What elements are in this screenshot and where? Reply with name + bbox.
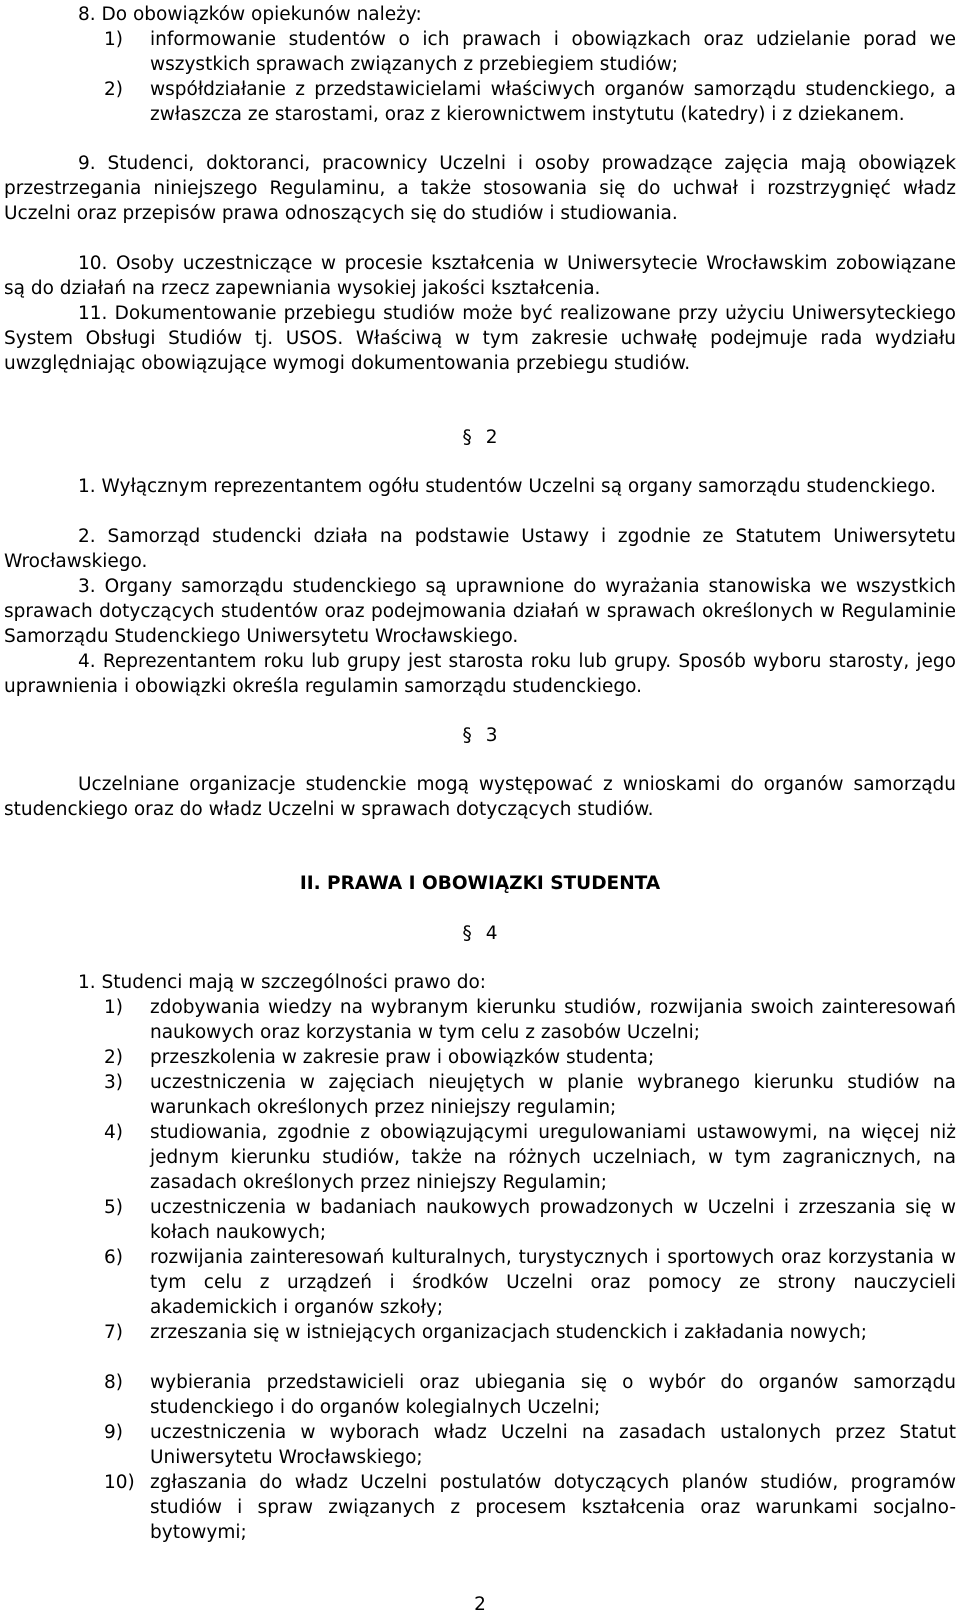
list-item-text: zrzeszania się w istniejących organizacjach studenckich i zakładania nowych; <box>150 1322 867 1343</box>
list-item <box>104 1470 956 1545</box>
item-8-heading: 8. Do obowiązków opiekunów należy: <box>78 4 422 25</box>
section-number: 2 <box>485 427 498 448</box>
list-item-number: 1) <box>104 997 123 1018</box>
section-2-point-4: 4. Reprezentantem roku lub grupy jest starosta roku lub grupy. Sposób wyboru starosty, jego uprawnienia i obowiązki określa regulamin samorządu studenckiego. <box>4 651 956 697</box>
list-item-number: 1) <box>104 29 123 50</box>
section-3-text: Uczelniane organizacje studenckie mogą występować z wnioskami do organów samorządu studenckiego oraz do władz Uczelni w sprawach dotyczących studiów. <box>4 774 956 820</box>
section-heading-2 <box>0 425 960 450</box>
list-item-text: zgłaszania do władz Uczelni postulatów dotyczących planów studiów, programów studiów i spraw związanych z procesem kształcenia oraz warunkami socjalno-bytowymi; <box>150 1472 956 1543</box>
list-item-text: przeszkolenia w zakresie praw i obowiązków studenta; <box>150 1047 655 1068</box>
list-item <box>104 1070 956 1120</box>
list-item-text: zdobywania wiedzy na wybranym kierunku studiów, rozwijania swoich zainteresowań naukowych oraz korzystania w tym celu z zasobów Uczelni; <box>150 997 956 1043</box>
paragraph-10: 10. Osoby uczestniczące w procesie kształcenia w Uniwersytecie Wrocławskim zobowiązane są do działań na rzecz zapewniania wysokiej jakości kształcenia. <box>4 253 956 299</box>
list-item-number: 9) <box>104 1422 123 1443</box>
section-heading-4 <box>0 921 960 946</box>
list-item-number: 3) <box>104 1072 123 1093</box>
section-number: 3 <box>485 725 498 746</box>
list-item <box>104 1420 956 1470</box>
section-symbol: § <box>462 725 472 746</box>
list-item-number: 2) <box>104 79 123 100</box>
list-item-number: 6) <box>104 1247 123 1268</box>
list-item <box>104 995 956 1045</box>
chapter-title: II. PRAWA I OBOWIĄZKI STUDENTA <box>299 873 661 894</box>
list-item-text: uczestniczenia w badaniach naukowych prowadzonych w Uczelni i zrzeszania się w kołach naukowych; <box>150 1197 956 1243</box>
paragraph-9: 9. Studenci, doktoranci, pracownicy Uczelni i osoby prowadzące zajęcia mają obowiązek przestrzegania niniejszego Regulaminu, a także stosowania się do uchwał i rozstrzygnięć władz Uczelni oraz przepisów prawa odnoszących się do studiów i studiowania. <box>4 153 956 224</box>
page-number: 2 <box>474 1594 486 1615</box>
section-2-point-1: 1. Wyłącznym reprezentantem ogółu studentów Uczelni są organy samorządu studenckiego. <box>78 476 936 497</box>
list-item-text: uczestniczenia w wyborach władz Uczelni na zasadach ustalonych przez Statut Uniwersytetu Wrocławskiego; <box>150 1422 956 1468</box>
list-item-number: 2) <box>104 1047 123 1068</box>
list-item <box>104 1045 956 1070</box>
list-item-text: rozwijania zainteresowań kulturalnych, turystycznych i sportowych oraz korzystania w tym celu z urządzeń i środków Uczelni oraz pomocy ze strony nauczycieli akademickich i organów szkoły; <box>150 1247 956 1318</box>
list-item-number: 8) <box>104 1372 123 1393</box>
list-item-text: studiowania, zgodnie z obowiązującymi uregulowaniami ustawowymi, na więcej niż jednym kierunku studiów, także na różnych uczelniach, w tym zagranicznych, na zasadach określonych przez niniejszy Regulamin; <box>150 1122 956 1193</box>
list-item <box>104 1120 956 1195</box>
list-item-text: współdziałanie z przedstawicielami właściwych organów samorządu studenckiego, a zwłaszcza ze starostami, oraz z kierownictwem instytutu (katedry) i z dziekanem. <box>150 79 956 125</box>
paragraph-11: 11. Dokumentowanie przebiegu studiów może być realizowane przy użyciu Uniwersyteckiego System Obsługi Studiów tj. USOS. Właściwą w tym zakresie uchwałę podejmuje rada wydziału uwzględniając obowiązujące wymogi dokumentowania przebiegu studiów. <box>4 303 956 374</box>
list-item <box>104 1320 956 1345</box>
section-symbol: § <box>462 427 472 448</box>
list-item <box>104 1370 956 1420</box>
section-2-point-2: 2. Samorząd studencki działa na podstawie Ustawy i zgodnie ze Statutem Uniwersytetu Wrocławskiego. <box>4 526 956 572</box>
list-item-number: 7) <box>104 1322 123 1343</box>
section-number: 4 <box>485 923 498 944</box>
list-item-text: informowanie studentów o ich prawach i obowiązkach oraz udzielanie porad we wszystkich sprawach związanych z przebiegiem studiów; <box>150 29 956 75</box>
list-item <box>104 1195 956 1245</box>
list-item-number: 10) <box>104 1472 135 1493</box>
section-2-point-3: 3. Organy samorządu studenckiego są uprawnione do wyrażania stanowiska we wszystkich sprawach dotyczących studentów oraz podejmowania działań w sprawach określonych w Regulaminie Samorządu Studenckiego Uniwersytetu Wrocławskiego. <box>4 576 956 647</box>
list-item-text: wybierania przedstawicieli oraz ubiegania się o wybór do organów samorządu studenckiego i do organów kolegialnych Uczelni; <box>150 1372 956 1418</box>
list-item <box>104 1245 956 1320</box>
section-symbol: § <box>462 923 472 944</box>
list-item-text: uczestniczenia w zajęciach nieujętych w planie wybranego kierunku studiów na warunkach określonych przez niniejszy regulamin; <box>150 1072 956 1118</box>
list-item-number: 5) <box>104 1197 123 1218</box>
list-item <box>104 27 956 77</box>
section-heading-3 <box>0 723 960 748</box>
list-item-number: 4) <box>104 1122 123 1143</box>
list-item <box>104 77 956 127</box>
section-4-lead: 1. Studenci mają w szczególności prawo do: <box>78 972 487 993</box>
